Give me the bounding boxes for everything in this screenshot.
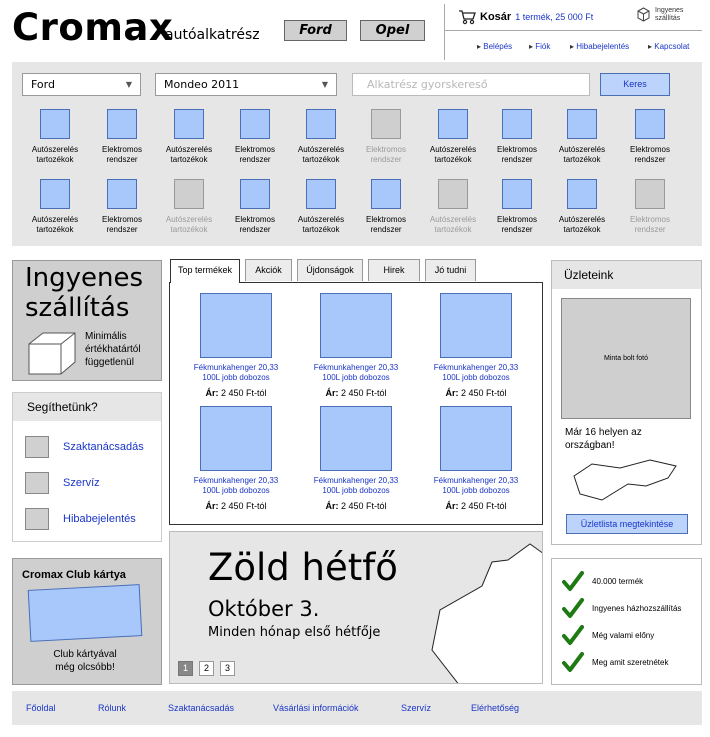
model-select-value: Mondeo 2011 (164, 78, 240, 91)
category-label-line2: rendszer (634, 155, 666, 164)
map-shape-icon (420, 540, 543, 684)
category-label-line1: Autószerelés (31, 145, 79, 154)
help-item-icon (25, 508, 49, 530)
club-title: Cromax Club kártya (22, 569, 126, 581)
category-label-line2: tartozékok (302, 225, 340, 234)
club-text-line1: Club kártyával (53, 649, 117, 660)
banner-title: Zöld hétfő (208, 546, 398, 589)
logo[interactable]: Cromax (12, 6, 174, 49)
category-label-line2: tartozékok (36, 225, 74, 234)
feature-item (562, 651, 668, 673)
category-item[interactable] (89, 109, 155, 165)
product-price-label: Ár: (325, 388, 339, 398)
club-card-image (28, 584, 143, 642)
free-shipping-desc (85, 330, 141, 369)
cart-summary[interactable]: 1 termék, 25 000 Ft (515, 12, 594, 22)
product-name-line2[interactable]: 100L jobb dobozos (442, 373, 510, 382)
free-shipping-desc-line1: Minimális (85, 331, 127, 342)
stores-text (565, 426, 685, 452)
link-contact[interactable]: ▸ Kapcsolat (648, 42, 689, 51)
make-select-value: Ford (31, 78, 55, 91)
product-price-value: 2 450 Ft-tól (220, 388, 267, 398)
feature-label: Még valami előny (592, 630, 655, 640)
chevron-down-icon: ▼ (321, 80, 328, 89)
category-label-line1: Elektromos (365, 145, 406, 154)
category-image (635, 109, 665, 139)
category-label-line1: Elektromos (234, 215, 275, 224)
category-label-line1: Autószerelés (165, 145, 213, 154)
product-price (181, 501, 291, 511)
product-name-line2[interactable]: 100L jobb dobozos (442, 486, 510, 495)
category-image (107, 179, 137, 209)
cart[interactable] (458, 9, 593, 25)
product-name-line1[interactable]: Fékmunkahenger 20,33 (193, 476, 279, 485)
category-image (306, 179, 336, 209)
free-shipping-desc-line3: függetlenül (85, 357, 134, 368)
stores-text-line1: Már 16 helyen az (565, 427, 642, 438)
feature-item (562, 597, 681, 619)
help-item-label: Szervíz (63, 477, 100, 489)
feature-label: Ingyenes házhozszállítás (592, 603, 682, 613)
checkmark-icon (562, 651, 584, 673)
category-label-line1: Elektromos (629, 215, 670, 224)
tab-news[interactable]: Hirek (368, 259, 420, 281)
footer-link-home[interactable]: Főoldal (26, 703, 56, 713)
product-price-label: Ár: (205, 501, 219, 511)
box-icon (636, 7, 651, 22)
category-label-line1: Elektromos (101, 215, 142, 224)
feature-label: Meg amit szeretnétek (592, 657, 669, 667)
category-item[interactable] (484, 109, 550, 165)
category-image (502, 179, 532, 209)
category-label-line2: tartozékok (170, 155, 208, 164)
product-image (440, 293, 512, 358)
product-name-line1[interactable]: Fékmunkahenger 20,33 (433, 476, 519, 485)
category-label-line2: rendszer (370, 225, 402, 234)
product-price-label: Ár: (325, 501, 339, 511)
category-item[interactable] (549, 179, 615, 235)
checkmark-icon (562, 570, 584, 592)
cart-label: Kosár (480, 11, 512, 23)
category-image (502, 109, 532, 139)
tab-good-to-know[interactable]: Jó tudni (425, 259, 476, 281)
store-list-button[interactable]: Üzletlista megtekintése (566, 514, 688, 534)
product-price (301, 501, 411, 511)
search-input[interactable]: Alkatrész gyorskereső (352, 73, 590, 96)
category-image (567, 109, 597, 139)
category-label-line1: Autószerelés (558, 215, 606, 224)
link-report[interactable]: ▸ Hibabejelentés (570, 42, 629, 51)
category-label-line1: Elektromos (496, 145, 537, 154)
pager-1[interactable]: 1 (178, 661, 193, 676)
category-label-line1: Autószerelés (297, 215, 345, 224)
product-name-line1[interactable]: Fékmunkahenger 20,33 (313, 476, 399, 485)
box-icon (27, 330, 77, 376)
category-label-line2: tartozékok (170, 225, 208, 234)
category-label-line2: tartozékok (302, 155, 340, 164)
category-label-line1: Autószerelés (297, 145, 345, 154)
logo-subtitle: autóalkatrész (165, 27, 260, 43)
category-image (107, 109, 137, 139)
category-item[interactable] (222, 109, 288, 165)
product-price-value: 2 450 Ft-tól (460, 501, 507, 511)
help-item-service[interactable] (25, 472, 100, 494)
category-label-line1: Elektromos (496, 215, 537, 224)
category-label-line2: rendszer (239, 155, 271, 164)
category-image (174, 109, 204, 139)
product-price (301, 388, 411, 398)
category-label-line2: rendszer (634, 225, 666, 234)
category-image (438, 179, 468, 209)
make-select[interactable] (22, 73, 141, 96)
category-label-line2: rendszer (370, 155, 402, 164)
product-name-line2[interactable]: 100L jobb dobozos (322, 486, 390, 495)
pager-2[interactable]: 2 (199, 661, 214, 676)
club-text-line2: még olcsóbb! (55, 662, 115, 673)
product-price-value: 2 450 Ft-tól (460, 388, 507, 398)
banner-date: Október 3. (208, 597, 320, 621)
product-image (200, 293, 272, 358)
category-label-line2: tartozékok (434, 225, 472, 234)
stores-text-line2: országban! (565, 440, 615, 451)
category-label-line2: rendszer (106, 225, 138, 234)
link-login[interactable]: ▸ Belépés (477, 42, 512, 51)
product-card[interactable] (301, 406, 411, 511)
category-item[interactable] (288, 179, 354, 235)
feature-label: 40.000 termék (592, 576, 644, 586)
product-price-label: Ár: (445, 501, 459, 511)
feature-item (562, 570, 643, 592)
category-item[interactable] (617, 109, 683, 165)
header-free-shipping-line2: szállítás (655, 15, 681, 22)
product-image (440, 406, 512, 471)
tab-sales[interactable]: Akciók (245, 259, 292, 281)
checkmark-icon (562, 597, 584, 619)
product-name-line1[interactable]: Fékmunkahenger 20,33 (433, 363, 519, 372)
category-image (438, 109, 468, 139)
help-item-label: Hibabejelentés (63, 513, 136, 525)
category-label-line2: rendszer (501, 225, 533, 234)
footer-link-shopping-info[interactable]: Vásárlási információk (273, 703, 359, 713)
free-shipping-title (25, 263, 143, 323)
footer-link-consulting[interactable]: Szaktanácsadás (168, 703, 235, 713)
link-account[interactable]: ▸ Fiók (529, 42, 550, 51)
category-image (567, 179, 597, 209)
category-image (371, 109, 401, 139)
help-item-icon (25, 436, 49, 458)
free-shipping-title-line2: szállítás (25, 293, 130, 323)
product-name-line2[interactable]: 100L jobb dobozos (202, 373, 270, 382)
product-image (320, 406, 392, 471)
help-item-icon (25, 472, 49, 494)
help-item-consulting[interactable] (25, 436, 144, 458)
brand-button-ford[interactable]: Ford (284, 20, 347, 41)
footer-link-service[interactable]: Szervíz (401, 703, 432, 713)
tab-new[interactable]: Újdonságok (297, 259, 363, 281)
category-label-line1: Autószerelés (31, 215, 79, 224)
category-label-line1: Autószerelés (558, 145, 606, 154)
footer-link-about[interactable]: Rólunk (98, 703, 127, 713)
product-name-line2[interactable]: 100L jobb dobozos (322, 373, 390, 382)
category-label-line1: Elektromos (234, 145, 275, 154)
stores-title: Üzleteink (552, 261, 701, 289)
category-label-line1: Elektromos (101, 145, 142, 154)
category-item[interactable] (156, 109, 222, 165)
footer-link-contact[interactable]: Elérhetőség (471, 703, 520, 713)
category-item[interactable] (156, 179, 222, 235)
header-free-shipping-line1: Ingyenes (655, 7, 684, 14)
category-image (240, 179, 270, 209)
cart-icon (458, 9, 476, 25)
help-item-label: Szaktanácsadás (63, 441, 144, 453)
category-image (371, 179, 401, 209)
header-divider (444, 4, 445, 60)
country-map-icon (568, 456, 688, 502)
store-photo: Minta bolt fotó (561, 298, 691, 419)
header-free-shipping (636, 7, 683, 23)
product-image (320, 293, 392, 358)
product-name-line1[interactable]: Fékmunkahenger 20,33 (313, 363, 399, 372)
category-label-line1: Autószerelés (429, 215, 477, 224)
product-price-label: Ár: (205, 388, 219, 398)
help-item-report[interactable] (25, 508, 136, 530)
category-image (40, 179, 70, 209)
category-item[interactable] (353, 109, 419, 165)
category-item[interactable] (549, 109, 615, 165)
product-card[interactable] (181, 293, 291, 398)
product-price (421, 388, 531, 398)
category-item[interactable] (420, 109, 486, 165)
product-price-value: 2 450 Ft-tól (340, 501, 387, 511)
category-label-line1: Autószerelés (165, 215, 213, 224)
product-card[interactable] (301, 293, 411, 398)
product-image (200, 406, 272, 471)
product-card[interactable] (181, 406, 291, 511)
category-item[interactable] (89, 179, 155, 235)
club-text (40, 648, 130, 674)
product-price-value: 2 450 Ft-tól (220, 501, 267, 511)
category-label-line1: Autószerelés (429, 145, 477, 154)
product-card[interactable] (421, 293, 531, 398)
category-image (635, 179, 665, 209)
brand-button-opel[interactable]: Opel (360, 20, 425, 41)
model-select[interactable] (155, 73, 337, 96)
category-item[interactable] (222, 179, 288, 235)
search-button[interactable]: Keres (600, 73, 670, 96)
category-label-line2: rendszer (239, 225, 271, 234)
product-name-line1[interactable]: Fékmunkahenger 20,33 (193, 363, 279, 372)
help-title: Segíthetünk? (13, 393, 161, 421)
category-image (306, 109, 336, 139)
category-item[interactable] (22, 179, 88, 235)
category-label-line2: tartozékok (563, 155, 601, 164)
product-card[interactable] (421, 406, 531, 511)
pager-3[interactable]: 3 (220, 661, 235, 676)
product-price (181, 388, 291, 398)
tab-top-products[interactable]: Top termékek (170, 259, 240, 283)
header-rule (444, 30, 702, 31)
product-price-label: Ár: (445, 388, 459, 398)
category-label-line2: tartozékok (36, 155, 74, 164)
category-image (240, 109, 270, 139)
free-shipping-title-line1: Ingyenes (25, 263, 144, 293)
category-item[interactable] (420, 179, 486, 235)
checkmark-icon (562, 624, 584, 646)
product-name-line2[interactable]: 100L jobb dobozos (202, 486, 270, 495)
category-item[interactable] (617, 179, 683, 235)
category-label-line2: tartozékok (434, 155, 472, 164)
category-label-line2: rendszer (106, 155, 138, 164)
chevron-down-icon: ▼ (125, 80, 132, 89)
category-item[interactable] (288, 109, 354, 165)
category-label-line2: rendszer (501, 155, 533, 164)
category-label-line1: Elektromos (629, 145, 670, 154)
free-shipping-desc-line2: értékhatártól (85, 344, 141, 355)
banner-subtitle: Minden hónap első hétfője (208, 625, 381, 640)
category-label-line1: Elektromos (365, 215, 406, 224)
category-item[interactable] (484, 179, 550, 235)
category-image (174, 179, 204, 209)
category-image (40, 109, 70, 139)
category-item[interactable] (22, 109, 88, 165)
product-price-value: 2 450 Ft-tól (340, 388, 387, 398)
product-price (421, 501, 531, 511)
feature-item (562, 624, 654, 646)
category-item[interactable] (353, 179, 419, 235)
category-label-line2: tartozékok (563, 225, 601, 234)
